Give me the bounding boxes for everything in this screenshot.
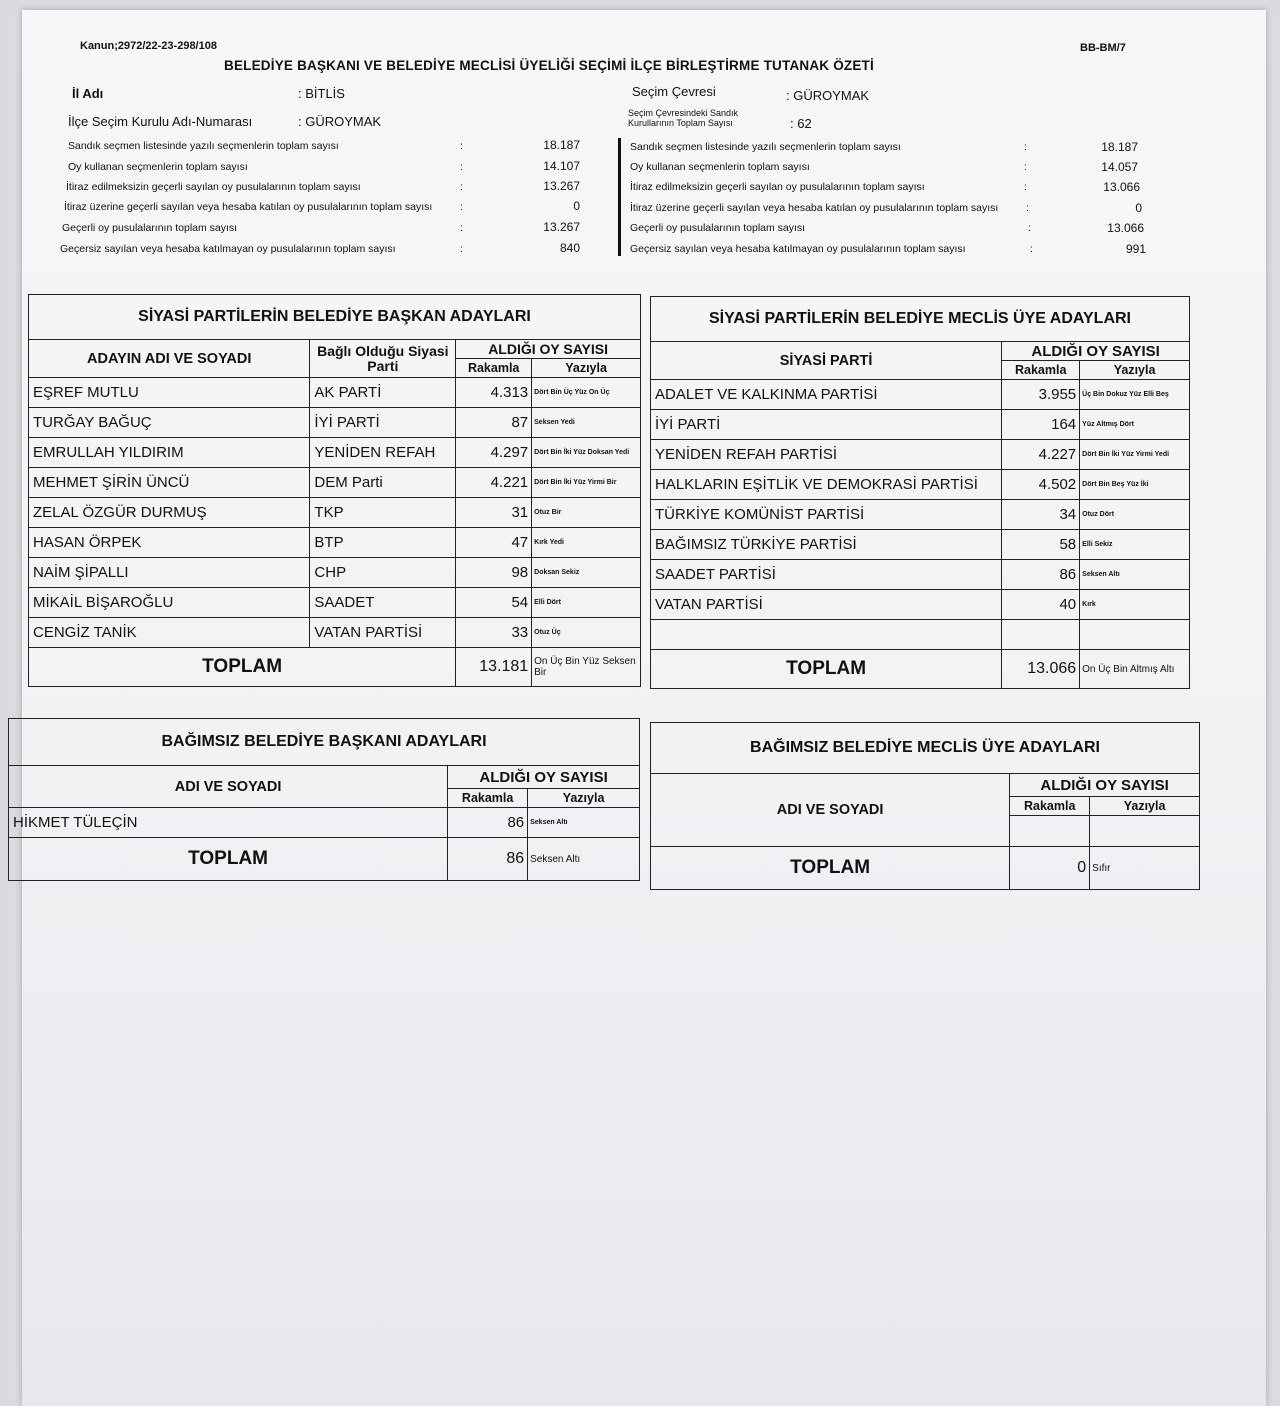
column-header-numeric: Rakamla bbox=[1010, 797, 1090, 816]
total-words: On Üç Bin Altmış Altı bbox=[1080, 650, 1190, 689]
vote-words: Otuz Dört bbox=[1080, 500, 1190, 530]
total-row bbox=[651, 650, 1190, 689]
stat-value: 991 bbox=[1125, 242, 1146, 256]
party-name: VATAN PARTİSİ bbox=[651, 590, 1002, 620]
party-name: SAADET PARTİSİ bbox=[651, 560, 1002, 590]
stat-label: İtiraz üzerine geçerli sayılan veya hesaba katılan oy pusulalarının toplam sayısı bbox=[630, 202, 999, 214]
party-name: İYİ PARTİ bbox=[651, 410, 1002, 440]
vote-count: 86 bbox=[448, 808, 528, 838]
total-row bbox=[651, 847, 1200, 890]
vote-words: Seksen Altı bbox=[528, 808, 640, 838]
candidate-party: TKP bbox=[310, 498, 456, 528]
stat-value: 840 bbox=[559, 241, 580, 255]
stat-label: İtiraz üzerine geçerli sayılan veya hesaba katılan oy pusulalarının toplam sayısı bbox=[64, 201, 433, 213]
vote-count: 47 bbox=[456, 528, 532, 558]
column-header-words: Yazıyla bbox=[528, 789, 640, 808]
stat-colon: : bbox=[460, 181, 463, 193]
vote-count: 40 bbox=[1002, 590, 1080, 620]
mayor-party-table bbox=[28, 294, 641, 687]
stat-label: Geçersiz sayılan veya hesaba katılmayan oy pusulalarının toplam sayısı bbox=[60, 243, 396, 255]
vote-count: 164 bbox=[1002, 410, 1080, 440]
table-row bbox=[29, 378, 641, 408]
column-header-words: Yazıyla bbox=[1080, 361, 1190, 380]
box-count-label: Seçim Çevresindeki Sandık Kurullarının Toplam Sayısı bbox=[628, 108, 739, 128]
vote-words: Otuz Bir bbox=[532, 498, 641, 528]
stat-colon: : bbox=[1024, 181, 1027, 193]
column-header-words: Yazıyla bbox=[532, 359, 641, 378]
table-row bbox=[651, 470, 1190, 500]
stat-label: Geçersiz sayılan veya hesaba katılmayan oy pusulalarının toplam sayısı bbox=[630, 243, 966, 255]
vote-words: Dört Bin İki Yüz Yirmi Bir bbox=[532, 468, 641, 498]
column-header-votes: ALDIĞI OY SAYISI bbox=[1010, 774, 1200, 797]
column-header-numeric: Rakamla bbox=[448, 789, 528, 808]
column-header-votes: ALDIĞI OY SAYISI bbox=[448, 766, 640, 789]
vote-words: Doksan Sekiz bbox=[532, 558, 641, 588]
vote-count: 3.955 bbox=[1002, 380, 1080, 410]
empty-cell bbox=[1080, 620, 1190, 650]
vote-count: 58 bbox=[1002, 530, 1080, 560]
stat-label: İtiraz edilmeksizin geçerli sayılan oy pusulalarının toplam sayısı bbox=[630, 181, 925, 193]
table-row bbox=[651, 380, 1190, 410]
stat-value: 13.267 bbox=[543, 220, 580, 234]
stat-label: İtiraz edilmeksizin geçerli sayılan oy pusulalarının toplam sayısı bbox=[66, 181, 361, 193]
table-row bbox=[29, 588, 641, 618]
total-count: 86 bbox=[448, 838, 528, 881]
table-row bbox=[29, 498, 641, 528]
province-label: İl Adı bbox=[72, 86, 104, 101]
candidate-name: HASAN ÖRPEK bbox=[29, 528, 310, 558]
council-party-table bbox=[650, 296, 1190, 689]
vote-count: 4.297 bbox=[456, 438, 532, 468]
empty-cell bbox=[651, 620, 1002, 650]
stat-value: 0 bbox=[1135, 201, 1142, 215]
document-title: BELEDİYE BAŞKANI VE BELEDİYE MECLİSİ ÜYELİĞİ SEÇİMİ İLÇE BİRLEŞTİRME TUTANAK ÖZETİ bbox=[224, 58, 874, 73]
column-header-name: ADAYIN ADI VE SOYADI bbox=[29, 340, 310, 378]
vote-count: 4.502 bbox=[1002, 470, 1080, 500]
candidate-name: EŞREF MUTLU bbox=[29, 378, 310, 408]
district-value: : GÜROYMAK bbox=[786, 88, 870, 103]
candidate-name: ZELAL ÖZGÜR DURMUŞ bbox=[29, 498, 310, 528]
total-count: 13.066 bbox=[1002, 650, 1080, 689]
stats-divider bbox=[618, 138, 621, 256]
vote-count: 98 bbox=[456, 558, 532, 588]
candidate-name: MEHMET ŞİRİN ÜNCÜ bbox=[29, 468, 310, 498]
party-name: YENİDEN REFAH PARTİSİ bbox=[651, 440, 1002, 470]
vote-words: Seksen Altı bbox=[1080, 560, 1190, 590]
vote-count: 34 bbox=[1002, 500, 1080, 530]
table-row bbox=[29, 618, 641, 648]
section-title: BAĞIMSIZ BELEDİYE BAŞKANI ADAYLARI bbox=[9, 719, 640, 766]
party-name: ADALET VE KALKINMA PARTİSİ bbox=[651, 380, 1002, 410]
vote-words: Elli Dört bbox=[532, 588, 641, 618]
law-code: Kanun;2972/22-23-298/108 bbox=[80, 40, 217, 52]
table-row bbox=[651, 530, 1190, 560]
candidate-name: HİKMET TÜLEÇİN bbox=[9, 808, 448, 838]
vote-words: Dört Bin İki Yüz Doksan Yedi bbox=[532, 438, 641, 468]
column-header-numeric: Rakamla bbox=[1002, 361, 1080, 380]
stat-colon: : bbox=[1024, 161, 1027, 173]
section-title: BAĞIMSIZ BELEDİYE MECLİS ÜYE ADAYLARI bbox=[651, 723, 1200, 774]
table-row bbox=[29, 468, 641, 498]
stat-value: 18.187 bbox=[543, 138, 580, 152]
candidate-party: YENİDEN REFAH bbox=[310, 438, 456, 468]
section-title: SİYASİ PARTİLERİN BELEDİYE MECLİS ÜYE ADAYLARI bbox=[651, 297, 1190, 342]
vote-count: 87 bbox=[456, 408, 532, 438]
stat-colon: : bbox=[460, 243, 463, 255]
total-row bbox=[9, 838, 640, 881]
vote-words: Kırk Yedi bbox=[532, 528, 641, 558]
column-header-party: Bağlı Olduğu Siyasi Parti bbox=[310, 340, 456, 378]
total-count: 0 bbox=[1010, 847, 1090, 890]
total-count: 13.181 bbox=[456, 648, 532, 687]
province-value: : BİTLİS bbox=[298, 86, 345, 101]
stat-label: Sandık seçmen listesinde yazılı seçmenlerin toplam sayısı bbox=[630, 141, 901, 153]
vote-words: Yüz Altmış Dört bbox=[1080, 410, 1190, 440]
total-label: TOPLAM bbox=[651, 847, 1010, 890]
candidate-party: CHP bbox=[310, 558, 456, 588]
stat-label: Oy kullanan seçmenlerin toplam sayısı bbox=[630, 161, 810, 173]
candidate-name: CENGİZ TANİK bbox=[29, 618, 310, 648]
stat-colon: : bbox=[460, 161, 463, 173]
stat-colon: : bbox=[460, 201, 463, 213]
vote-words: Üç Bin Dokuz Yüz Elli Beş bbox=[1080, 380, 1190, 410]
column-header-name: ADI VE SOYADI bbox=[9, 766, 448, 808]
column-header-name: ADI VE SOYADI bbox=[651, 774, 1010, 847]
column-header-party: SİYASİ PARTİ bbox=[651, 342, 1002, 380]
vote-count: 54 bbox=[456, 588, 532, 618]
stat-colon: : bbox=[1028, 222, 1031, 234]
total-label: TOPLAM bbox=[29, 648, 456, 687]
vote-count: 31 bbox=[456, 498, 532, 528]
vote-words: Seksen Yedi bbox=[532, 408, 641, 438]
stat-value: 13.066 bbox=[1103, 180, 1140, 194]
column-header-votes: ALDIĞI OY SAYISI bbox=[1002, 342, 1190, 361]
column-header-numeric: Rakamla bbox=[456, 359, 532, 378]
board-value: : GÜROYMAK bbox=[298, 114, 382, 129]
stat-label: Geçerli oy pusulalarının toplam sayısı bbox=[630, 222, 806, 234]
empty-cell bbox=[1002, 620, 1080, 650]
stat-value: 18.187 bbox=[1101, 140, 1138, 154]
vote-words: Otuz Üç bbox=[532, 618, 641, 648]
vote-count: 4.227 bbox=[1002, 440, 1080, 470]
section-title: SİYASİ PARTİLERİN BELEDİYE BAŞKAN ADAYLARI bbox=[29, 295, 641, 340]
table-row bbox=[651, 590, 1190, 620]
total-words: On Üç Bin Yüz Seksen Bir bbox=[532, 648, 641, 687]
table-row bbox=[29, 438, 641, 468]
candidate-name: TURĞAY BAĞUÇ bbox=[29, 408, 310, 438]
table-row bbox=[651, 440, 1190, 470]
candidate-party: BTP bbox=[310, 528, 456, 558]
stat-label: Oy kullanan seçmenlerin toplam sayısı bbox=[68, 161, 248, 173]
vote-count: 4.221 bbox=[456, 468, 532, 498]
stat-value: 13.066 bbox=[1107, 221, 1144, 235]
stat-value: 14.107 bbox=[543, 159, 580, 173]
stat-value: 14.057 bbox=[1101, 160, 1138, 174]
candidate-party: AK PARTİ bbox=[310, 378, 456, 408]
table-row-empty bbox=[651, 620, 1190, 650]
candidate-party: İYİ PARTİ bbox=[310, 408, 456, 438]
stat-value: 0 bbox=[573, 199, 580, 213]
candidate-name: MİKAİL BİŞAROĞLU bbox=[29, 588, 310, 618]
vote-words: Dört Bin Beş Yüz İki bbox=[1080, 470, 1190, 500]
vote-count: 4.313 bbox=[456, 378, 532, 408]
column-header-votes: ALDIĞI OY SAYISI bbox=[456, 340, 641, 359]
candidate-name: NAİM ŞİPALLI bbox=[29, 558, 310, 588]
table-row bbox=[29, 528, 641, 558]
vote-count: 86 bbox=[1002, 560, 1080, 590]
district-label: Seçim Çevresi bbox=[632, 84, 716, 99]
empty-cell bbox=[1090, 816, 1200, 847]
stat-value: 13.267 bbox=[543, 179, 580, 193]
total-label: TOPLAM bbox=[9, 838, 448, 881]
total-words: Seksen Altı bbox=[528, 838, 640, 881]
candidate-name: EMRULLAH YILDIRIM bbox=[29, 438, 310, 468]
stat-colon: : bbox=[460, 222, 463, 234]
total-words: Sıfır bbox=[1090, 847, 1200, 890]
stat-label: Sandık seçmen listesinde yazılı seçmenlerin toplam sayısı bbox=[68, 140, 339, 152]
board-label: İlçe Seçim Kurulu Adı-Numarası bbox=[68, 114, 253, 129]
table-row bbox=[651, 500, 1190, 530]
mayor-independent-table bbox=[8, 718, 640, 881]
stat-colon: : bbox=[460, 140, 463, 152]
column-header-words: Yazıyla bbox=[1090, 797, 1200, 816]
candidate-party: SAADET bbox=[310, 588, 456, 618]
total-label: TOPLAM bbox=[651, 650, 1002, 689]
vote-words: Kırk bbox=[1080, 590, 1190, 620]
box-count-value: : 62 bbox=[790, 116, 812, 131]
document-paper bbox=[22, 10, 1266, 1406]
total-row bbox=[29, 648, 641, 687]
vote-words: Dört Bin İki Yüz Yirmi Yedi bbox=[1080, 440, 1190, 470]
council-independent-table bbox=[650, 722, 1200, 890]
party-name: TÜRKİYE KOMÜNİST PARTİSİ bbox=[651, 500, 1002, 530]
empty-cell bbox=[1010, 816, 1090, 847]
table-row bbox=[9, 808, 640, 838]
candidate-party: VATAN PARTİSİ bbox=[310, 618, 456, 648]
party-name: BAĞIMSIZ TÜRKİYE PARTİSİ bbox=[651, 530, 1002, 560]
vote-count: 33 bbox=[456, 618, 532, 648]
candidate-party: DEM Parti bbox=[310, 468, 456, 498]
table-row bbox=[29, 408, 641, 438]
table-row bbox=[29, 558, 641, 588]
vote-words: Dört Bin Üç Yüz On Üç bbox=[532, 378, 641, 408]
form-code: BB-BM/7 bbox=[1080, 42, 1126, 54]
stat-colon: : bbox=[1026, 202, 1029, 214]
stat-colon: : bbox=[1030, 243, 1033, 255]
table-row bbox=[651, 410, 1190, 440]
vote-words: Elli Sekiz bbox=[1080, 530, 1190, 560]
table-row bbox=[651, 560, 1190, 590]
stat-colon: : bbox=[1024, 141, 1027, 153]
party-name: HALKLARIN EŞİTLİK VE DEMOKRASİ PARTİSİ bbox=[651, 470, 1002, 500]
stat-label: Geçerli oy pusulalarının toplam sayısı bbox=[62, 222, 238, 234]
